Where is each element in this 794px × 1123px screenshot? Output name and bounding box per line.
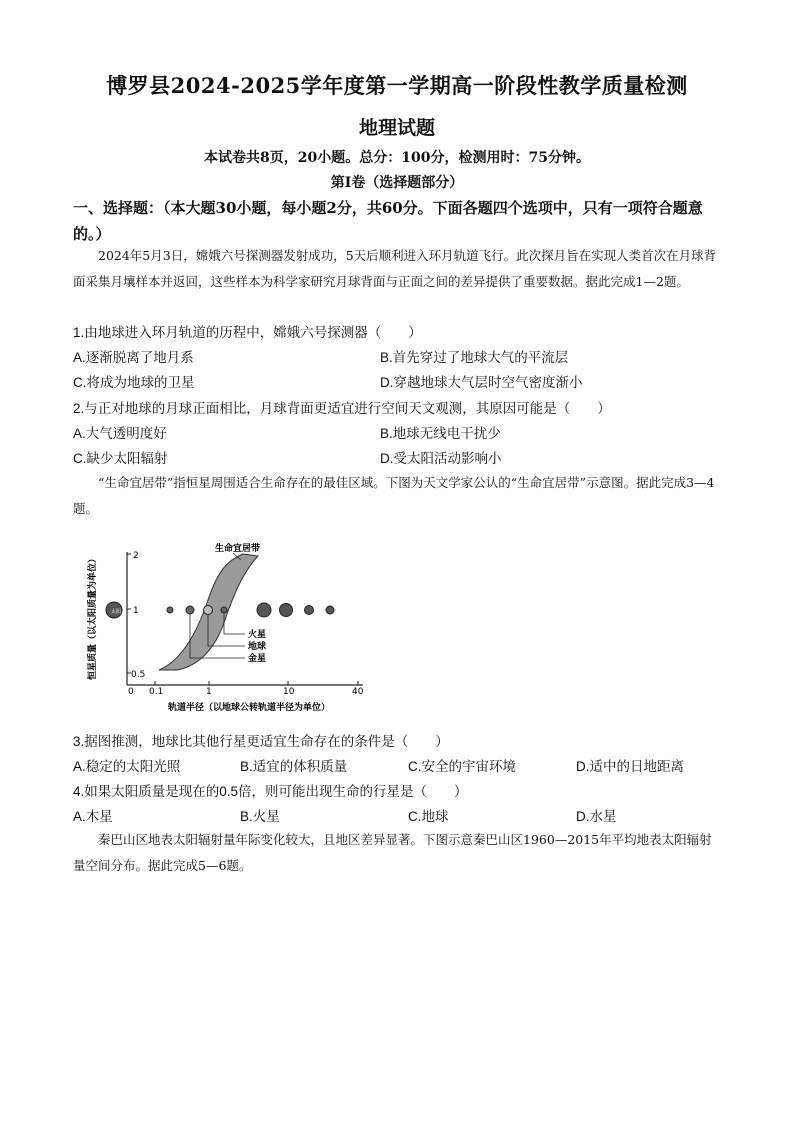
x-tick-label-0: 0: [128, 687, 134, 697]
q4-option-c[interactable]: C.地球: [408, 809, 449, 824]
habitable-zone-figure: [73, 530, 373, 720]
question-3-stem: 3.据图推测，地球比其他行星更适宜生命存在的条件是（ ）: [73, 734, 449, 749]
y-axis-title: 恒星质量（以太阳质量为单位）: [88, 553, 98, 680]
x-axis-title: 轨道半径（以地球公转轨道半径为单位）: [168, 703, 331, 713]
neptune-icon: [326, 606, 334, 614]
mars-label: 火星: [248, 630, 267, 640]
passage-3: 秦巴山区地表太阳辐射量年际变化较大，且地区差异显著。下图示意秦巴山区1960—2015年平均地表太阳辐射量空间分布。据此完成5—6题。: [73, 832, 712, 873]
venus-icon: [186, 606, 194, 614]
x-tick-label-1: 1: [206, 687, 212, 697]
y-tick-label-05: 0.5: [131, 670, 146, 680]
section-heading: 一、选择题：（本大题30小题，每小题2分，共60分。下面各题四个选项中，只有一项符合题意的。）: [73, 199, 703, 243]
q3-option-a[interactable]: A.稳定的太阳光照: [73, 759, 181, 774]
zone-label: 生命宜居带: [215, 544, 261, 554]
question-1-stem: 1.由地球进入环月轨道的历程中，嫦娥六号探测器（ ）: [73, 325, 422, 340]
sun-label: 太阳: [111, 609, 122, 615]
q1-option-b[interactable]: B.首先穿过了地球大气的平流层: [380, 350, 569, 365]
q2-option-a[interactable]: A.大气透明度好: [73, 426, 167, 441]
saturn-icon: [280, 604, 293, 617]
q1-option-d[interactable]: D.穿越地球大气层时空气密度渐小: [380, 375, 583, 390]
q4-option-a[interactable]: A.木星: [73, 809, 113, 824]
q1-option-a[interactable]: A.逐渐脱离了地月系: [73, 350, 194, 365]
y-tick-label-2: 2: [133, 551, 139, 561]
jupiter-icon: [257, 603, 271, 617]
passage-2: “生命宜居带”指恒星周围适合生命存在的最佳区域。下图为天文学家公认的“生命宜居带”示意图。据此完成3—4题。: [73, 475, 715, 516]
y-tick-label-1: 1: [133, 606, 139, 616]
q1-option-c[interactable]: C.将成为地球的卫星: [73, 375, 195, 390]
mars-icon: [221, 607, 227, 613]
q4-option-d[interactable]: D.水星: [576, 809, 617, 824]
question-4-stem: 4.如果太阳质量是现在的0.5倍，则可能出现生命的行星是（ ）: [73, 784, 468, 799]
exam-info: 本试卷共8页，20小题。总分：100分，检测用时：75分钟。: [204, 150, 590, 166]
q3-option-d[interactable]: D.适中的日地距离: [576, 759, 684, 774]
x-tick-label-40: 40: [352, 687, 364, 697]
q2-option-c[interactable]: C.缺少太阳辐射: [73, 451, 168, 466]
question-2-stem: 2.与正对地球的月球正面相比，月球背面更适宜进行空间天文观测，其原因可能是（ ）: [73, 401, 611, 416]
x-tick-label-01: 0.1: [149, 687, 164, 697]
mars-leader: [224, 614, 245, 634]
passage-1: 2024年5月3日，嫦娥六号探测器发射成功，5天后顺利进入环月轨道飞行。此次探月旨在实现人类首次在月球背面采集月壤样本并返回，这些样本为科学家研究月球背面与正面之间的差异提供了重要数据。据此完成1—2题。: [73, 248, 717, 289]
venus-label: 金星: [248, 654, 267, 664]
q4-option-b[interactable]: B.火星: [240, 809, 280, 824]
earth-icon: [204, 606, 213, 615]
q3-option-c[interactable]: C.安全的宇宙环境: [408, 759, 516, 774]
part-title: 第Ⅰ卷（选择题部分）: [330, 175, 464, 191]
subject-title: 地理试题: [358, 117, 435, 139]
q2-option-b[interactable]: B.地球无线电干扰少: [380, 426, 501, 441]
q3-option-b[interactable]: B.适宜的体积质量: [240, 759, 348, 774]
uranus-icon: [305, 606, 314, 615]
mercury-icon: [167, 607, 173, 613]
earth-label: 地球: [248, 642, 267, 652]
document-title: 博罗县2024-2025学年度第一学期高一阶段性教学质量检测: [106, 73, 688, 98]
x-tick-label-10: 10: [283, 687, 295, 697]
q2-option-d[interactable]: D.受太阳活动影响小: [380, 451, 502, 466]
